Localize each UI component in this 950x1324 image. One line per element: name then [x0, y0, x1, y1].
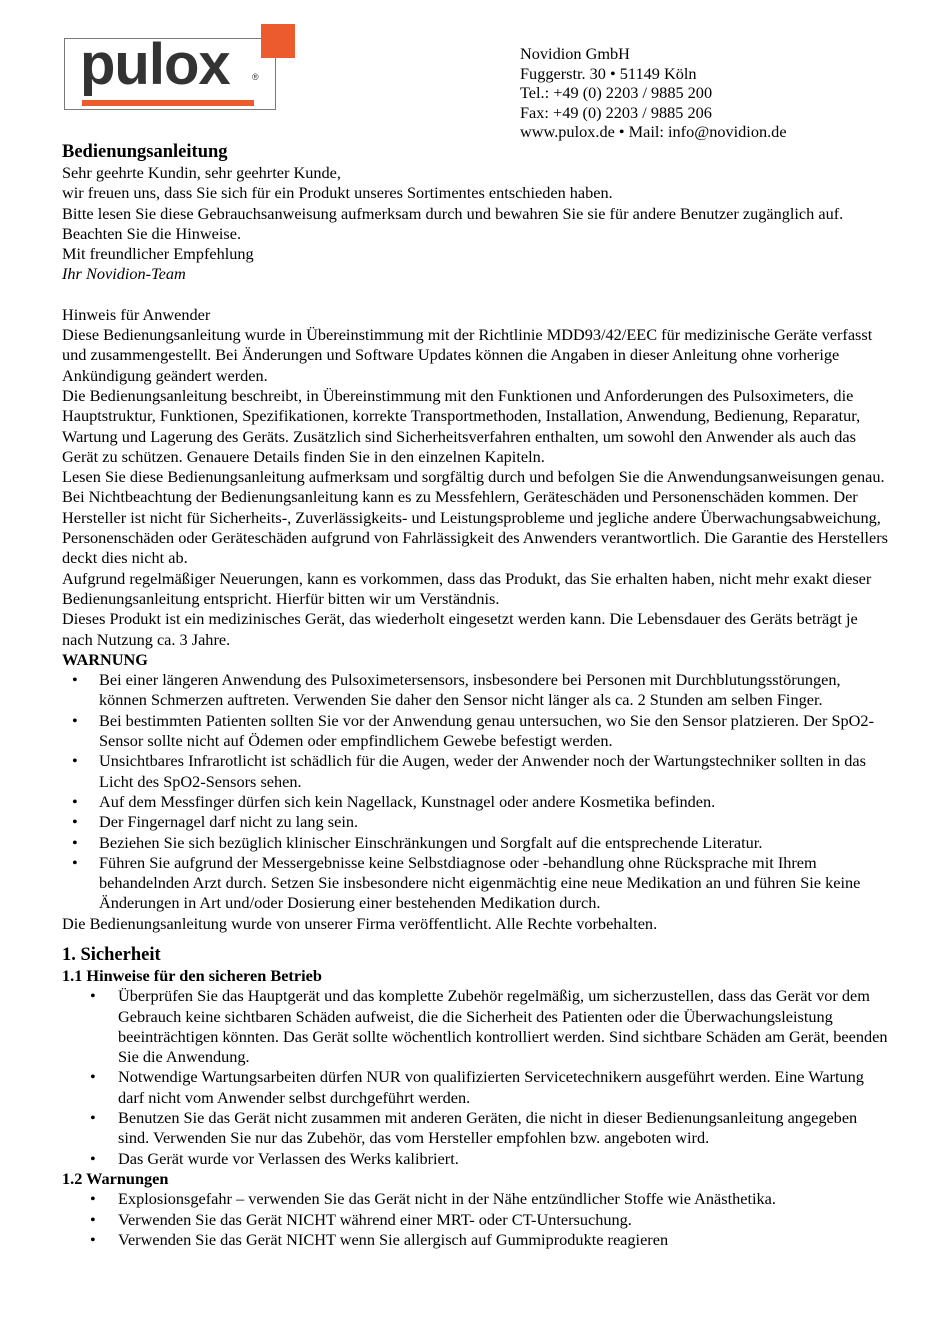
notice-paragraph: Lesen Sie diese Bedienungsanleitung aufmerksam und sorgfältig durch und befolgen Sie die Anwendungsanweisungen genau. Bei Nichtbeachtung der Bedienungsanleitung kann es zu Messfehlern, Geräteschäden und Personenschäden kommen. Der Hersteller ist nicht für Sicherheits-, Zuverlässigkeits- und Leistungsprobleme und jegliche andere Überwachungsabweichung, Personenschäden oder Geräteschäden aufgrund von Fahrlässigkeit des Anwenders verantwortlich. Die Garantie des Herstellers deckt dies nicht ab.	[62, 467, 888, 568]
logo-registered-mark: ®	[252, 72, 259, 82]
document-title: Bedienungsanleitung	[62, 142, 228, 162]
subsection-heading-warnings: 1.2 Warnungen	[62, 1168, 169, 1188]
warning-heading: WARNUNG	[62, 649, 148, 669]
request-text: Bitte lesen Sie diese Gebrauchsanweisung aufmerksam durch und bewahren Sie sie für andere Benutzer zugänglich auf. Beachten Sie die Hinweise.	[62, 203, 844, 243]
subsection-heading-safe-operation: 1.1 Hinweise für den sicheren Betrieb	[62, 965, 322, 985]
notice-paragraph: Dieses Produkt ist ein medizinisches Gerät, das wiederholt eingesetzt werden kann. Die Lebensdauer des Geräts beträgt je nach Nutzung ca. 3 Jahre.	[62, 609, 858, 649]
document-body	[62, 141, 892, 1250]
company-street: Fuggerstr. 30 • 51149 Köln	[520, 63, 697, 83]
company-web-mail: www.pulox.de • Mail: info@novidion.de	[520, 122, 787, 142]
list-item: • Verwenden Sie das Gerät NICHT während einer MRT- oder CT-Untersuchung.	[62, 1210, 892, 1230]
thanks-text: wir freuen uns, dass Sie sich für ein Produkt unseres Sortimentes entschieden haben.	[62, 183, 613, 203]
pulox-logo	[64, 24, 298, 114]
list-item: • Das Gerät wurde vor Verlassen des Werks kalibriert.	[62, 1149, 892, 1169]
regards-text: Mit freundlicher Empfehlung	[62, 244, 254, 264]
greeting: Sehr geehrte Kundin, sehr geehrter Kunde,	[62, 163, 341, 182]
company-name: Novidion GmbH	[520, 44, 630, 63]
list-item: • Unsichtbares Infrarotlicht ist schädlich für die Augen, weder der Anwender noch der Wartungstechniker sollten in das Licht des SpO2-Sensors sehen.	[62, 751, 892, 792]
list-item: • Explosionsgefahr – verwenden Sie das Gerät nicht in der Nähe entzündlicher Stoffe wie Anästhetika.	[62, 1189, 892, 1209]
list-item: • Der Fingernagel darf nicht zu lang sein.	[62, 812, 892, 832]
team-signature: Ihr Novidion-Team	[62, 264, 186, 284]
list-item: • Bei bestimmten Patienten sollten Sie vor der Anwendung genau untersuchen, wo Sie den Sensor platzieren. Der SpO2-Sensor sollte nicht auf Ödemen oder empfindlichem Gewebe befestigt werden.	[62, 711, 892, 752]
list-item: • Bei einer längeren Anwendung des Pulsoximetersensors, insbesondere bei Personen mit Durchblutungsstörungen, können Schmerzen auftreten. Verwenden Sie daher den Sensor nicht länger als ca. 2 Stunden am selben Finger.	[62, 670, 892, 711]
warning-list	[62, 670, 892, 914]
notice-paragraph: Die Bedienungsanleitung beschreibt, in Übereinstimmung mit den Funktionen und Anforderungen des Pulsoximeters, die Hauptstruktur, Funktionen, Spezifikationen, korrekte Transportmethoden, Installation, Anwendung, Bedienung, Reparatur, Wartung und Lagerung des Geräts. Zusätzlich sind Sicherheitsverfahren enthalten, um sowohl den Anwender als auch das Gerät zu schützen. Genauere Details finden Sie in den einzelnen Kapiteln.	[62, 385, 861, 466]
list-item: • Überprüfen Sie das Hauptgerät und das komplette Zubehör regelmäßig, um sicherzustellen, dass das Gerät vor dem Gebrauch keine sichtbaren Schäden aufweist, die die Sicherheit des Patienten oder die Überwachungsleistung beeinträchtigen könnten. Das Gerät sollte wöchentlich kontrolliert werden. Sind sichtbare Schäden am Gerät, beenden Sie die Anwendung.	[62, 986, 892, 1067]
list-item: • Notwendige Wartungsarbeiten dürfen NUR von qualifizierten Servicetechnikern ausgeführt werden. Eine Wartung darf nicht vom Anwender selbst durchgeführt werden.	[62, 1067, 892, 1108]
list-item: • Beziehen Sie sich bezüglich klinischer Einschränkungen und Sorgfalt auf die entsprechende Literatur.	[62, 833, 892, 853]
company-phone: Tel.: +49 (0) 2203 / 9885 200	[520, 83, 713, 103]
list-item: • Auf dem Messfinger dürfen sich kein Nagellack, Kunstnagel oder andere Kosmetika befinden.	[62, 792, 892, 812]
logo-wordmark: pulox	[80, 32, 230, 97]
notice-paragraph: Diese Bedienungsanleitung wurde in Übereinstimmung mit der Richtlinie MDD93/42/EEC für medizinische Geräte verfasst und zusammengestellt. Bei Änderungen und Software Updates können die Angaben in dieser Anleitung ohne vorherige Ankündigung geändert werden.	[62, 325, 873, 385]
logo-accent-square	[261, 24, 295, 58]
company-fax: Fax: +49 (0) 2203 / 9885 206	[520, 102, 712, 122]
warnings-list	[62, 1189, 892, 1250]
notice-paragraph: Aufgrund regelmäßiger Neuerungen, kann es vorkommen, dass das Produkt, das Sie erhalten haben, nicht mehr exakt dieser Bedienungsanleitung entspricht. Hierfür bitten wir um Verständnis.	[62, 568, 872, 608]
notice-heading: Hinweis für Anwender	[62, 304, 211, 324]
list-item: • Benutzen Sie das Gerät nicht zusammen mit anderen Geräten, die nicht in dieser Bedienungsanleitung angegeben sind. Verwenden Sie nur das Zubehör, das vom Hersteller empfohlen bzw. angeboten wird.	[62, 1108, 892, 1149]
rights-notice: Die Bedienungsanleitung wurde von unserer Firma veröffentlicht. Alle Rechte vorbehalten.	[62, 913, 658, 933]
safe-operation-list	[62, 986, 892, 1169]
list-item: • Führen Sie aufgrund der Messergebnisse keine Selbstdiagnose oder -behandlung ohne Rücksprache mit Ihrem behandelnden Arzt durch. Setzen Sie insbesondere nicht eigenmächtig eine neue Medikation an und führen Sie keine Änderungen in Art und/oder Dosierung einer bestehenden Medikation durch.	[62, 853, 892, 914]
company-address	[520, 44, 787, 142]
list-item: • Verwenden Sie das Gerät NICHT wenn Sie allergisch auf Gummiprodukte reagieren	[62, 1230, 892, 1250]
logo-underline-bar	[82, 100, 254, 106]
section-heading-safety: 1. Sicherheit	[62, 944, 161, 965]
